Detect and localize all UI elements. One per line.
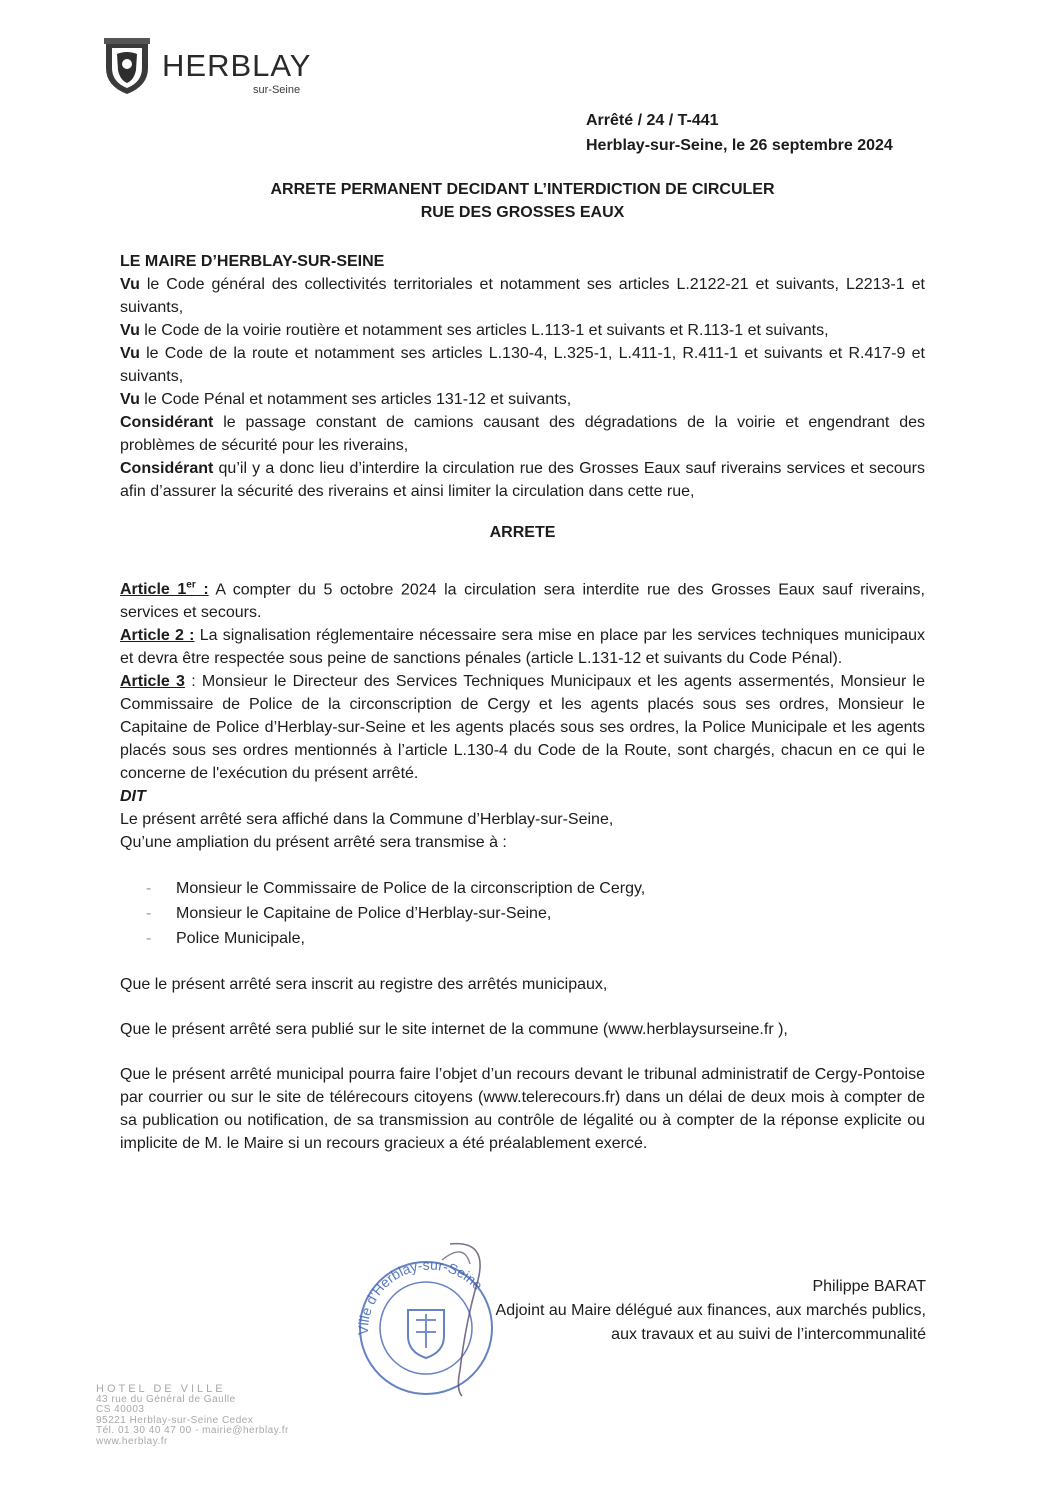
footer-line: 43 rue du Général de Gaulle <box>96 1393 236 1405</box>
vu-paragraph: Vu le Code de la voirie routière et notamment ses articles L.113-1 et suivants et R.113-1 et suivants, <box>120 322 829 339</box>
crest-icon <box>100 36 154 96</box>
signatory-role: Adjoint au Maire délégué aux finances, aux marchés publics, <box>495 1302 926 1319</box>
footer-address <box>96 1384 289 1447</box>
official-stamp <box>338 1240 518 1400</box>
dit-line-2: Qu’une ampliation du présent arrêté sera transmise à : <box>120 834 507 852</box>
title-line-1: ARRETE PERMANENT DECIDANT L’INTERDICTION DE CIRCULER <box>270 181 775 198</box>
footer-line: CS 40003 <box>96 1404 145 1415</box>
dit-line-1: Le présent arrêté sera affiché dans la Commune d’Herblay-sur-Seine, <box>120 811 614 829</box>
vu-paragraph: Vu le Code général des collectivités territoriales et notamment ses articles L.2122-21 et suivants, L2213-1 et suivants, <box>120 276 925 316</box>
considerant-paragraph: Considérant le passage constant de camions causant des dégradations de la voirie et engendrant des problèmes de sécurité pour les riverains, <box>120 414 925 454</box>
stamp-text: Ville d'Herblay-sur-Seine <box>354 1256 487 1336</box>
logo-subtitle: sur-Seine <box>253 84 301 96</box>
footer-line: 95221 Herblay-sur-Seine Cedex <box>96 1414 254 1426</box>
mayor-heading: LE MAIRE D’HERBLAY-SUR-SEINE <box>120 253 385 270</box>
dit-heading: DIT <box>120 788 146 806</box>
registre-paragraph: Que le présent arrêté sera inscrit au registre des arrêtés municipaux, <box>120 976 608 994</box>
dash-icon: - <box>146 905 152 923</box>
article-1: Article 1er : A compter du 5 octobre 2024 la circulation sera interdite rue des Grosses Eaux sauf riverains, services et secours. <box>120 580 926 622</box>
recours-paragraph: Que le présent arrêté municipal pourra faire l’objet d’un recours devant le tribunal administratif de Cergy-Pontoise par courrier ou sur le site de télérecours citoyens (www.telerecours.fr) dans un délai de deux mois à compter de sa publication ou notification, de sa transmission au contrôle de légalité ou à compter de la réponse explicite ou implicite de M. le Maire si un recours gracieux a été préalablement exercé. <box>120 1066 925 1153</box>
publication-paragraph: Que le présent arrêté sera publié sur le site internet de la commune (www.herblaysurseine.fr ), <box>120 1021 788 1039</box>
article-2: Article 2 : La signalisation réglementaire nécessaire sera mise en place par les services techniques municipaux et devra être respectée sous peine de sanctions pénales (article L.131-12 et suivants du Code Pénal). <box>120 627 926 668</box>
signatory-role: aux travaux et au suivi de l’intercommunalité <box>611 1326 926 1343</box>
document-title <box>120 178 925 224</box>
vu-paragraph: Vu le Code de la route et notamment ses articles L.130-4, L.325-1, L.411-1, R.411-1 et suivants et R.417-9 et suivants, <box>120 345 925 385</box>
footer-line: www.herblay.fr <box>96 1435 168 1447</box>
dash-icon: - <box>146 930 152 948</box>
reference-block <box>586 108 893 158</box>
arrete-heading: ARRETE <box>489 524 556 541</box>
logo-name: HERBLAY <box>162 48 312 83</box>
article-3: Article 3 : Monsieur le Directeur des Services Techniques Municipaux et les agents assermentés, Monsieur le Commissaire de Police de la circonscription de Cergy et les agents placés sous ses ordres, Monsieur le Capitaine de Police d’Herblay-sur-Seine et les agents placés sous ses ordres, la Police Municipale et les agents placés sous ses ordres mentionnés à l’article L.130-4 du Code de la Route, sont chargés, chacun en ce qui le concerne de l'exécution du présent arrêté. <box>120 673 925 783</box>
place-date: Herblay-sur-Seine, le 26 septembre 2024 <box>586 137 893 154</box>
list-item: - Monsieur le Capitaine de Police d’Herblay-sur-Seine, <box>120 901 925 926</box>
dash-icon: - <box>146 880 152 898</box>
title-line-2: RUE DES GROSSES EAUX <box>420 204 625 221</box>
vu-paragraph: Vu le Code Pénal et notamment ses articles 131-12 et suivants, <box>120 391 572 408</box>
signatory-block <box>496 1275 926 1347</box>
considerant-paragraph: Considérant qu’il y a donc lieu d’interdire la circulation rue des Grosses Eaux sauf riverains services et secours afin d’assurer la sécurité des riverains et ainsi limiter la circulation dans cette rue, <box>120 460 925 500</box>
herblay-logo <box>100 32 330 102</box>
recipient-list <box>120 876 925 951</box>
signatory-name: Philippe BARAT <box>812 1278 926 1295</box>
footer-line: Tél. 01 30 40 47 00 - mairie@herblay.fr <box>96 1425 289 1436</box>
footer-heading: HOTEL DE VILLE <box>96 1383 226 1395</box>
arrete-reference: Arrêté / 24 / T-441 <box>586 112 719 129</box>
list-item: - Monsieur le Commissaire de Police de la circonscription de Cergy, <box>120 876 925 901</box>
document-body <box>120 250 925 1155</box>
list-item: - Police Municipale, <box>120 926 925 951</box>
